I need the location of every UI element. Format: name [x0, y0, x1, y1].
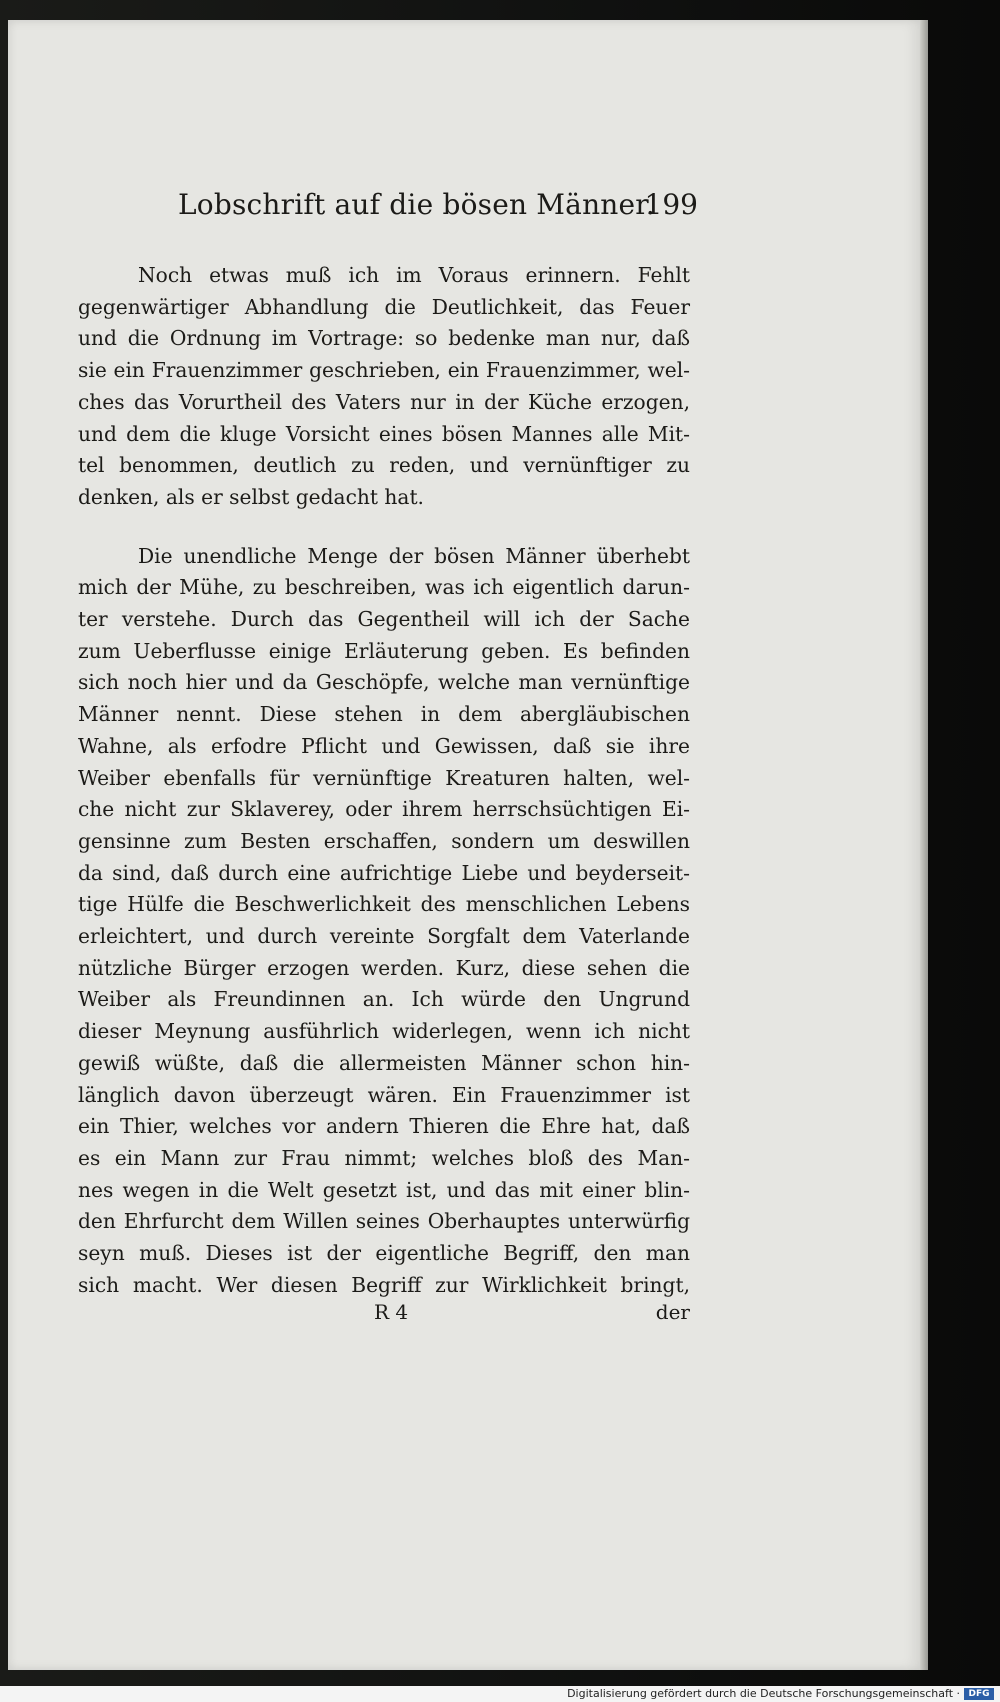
text-line: und dem die kluge Vorsicht eines bösen Mannes alle Mit- [78, 421, 690, 446]
text-line: ein Thier, welches vor andern Thieren die Ehre hat, daß [78, 1114, 690, 1139]
page-number: 199 [644, 188, 698, 221]
text-line: Weiber als Freundinnen an. Ich würde den Ungrund [78, 987, 690, 1012]
credit-bar [0, 1686, 1000, 1702]
text-line: da sind, daß durch eine aufrichtige Liebe und beyderseit- [78, 860, 690, 885]
text-line: tel benommen, deutlich zu reden, und vernünftiger zu [78, 453, 690, 478]
text-line: sie ein Frauenzimmer geschrieben, ein Frauenzimmer, wel- [78, 358, 690, 383]
catchword: der [655, 1300, 690, 1324]
funding-credit: Digitalisierung gefördert durch die Deutsche Forschungsgemeinschaft · [567, 1687, 960, 1700]
text-line: ter verstehe. Durch das Gegentheil will ich der Sache [78, 607, 690, 632]
text-line: den Ehrfurcht dem Willen seines Oberhauptes unterwürfig [78, 1209, 690, 1234]
text-line: zum Ueberflusse einige Erläuterung geben. Es befinden [78, 638, 690, 663]
text-line: che nicht zur Sklaverey, oder ihrem herrschsüchtigen Ei- [78, 797, 690, 822]
text-line: nützliche Bürger erzogen werden. Kurz, diese sehen die [78, 955, 690, 980]
text-line: mich der Mühe, zu beschreiben, was ich eigentlich darun- [78, 575, 690, 600]
text-line: Männer nennt. Diese stehen in dem abergläubischen [78, 702, 690, 727]
text-line: es ein Mann zur Frau nimmt; welches bloß des Man- [78, 1145, 690, 1170]
paragraph-1 [78, 260, 690, 514]
dfg-logo-icon: DFG [964, 1688, 994, 1700]
body-text [78, 260, 690, 1302]
text-line: gegenwärtiger Abhandlung die Deutlichkeit, das Feuer [78, 294, 690, 319]
text-line: tige Hülfe die Beschwerlichkeit des menschlichen Lebens [78, 892, 690, 917]
page-header [178, 188, 698, 232]
book-page [8, 20, 920, 1670]
text-line: sich macht. Wer diesen Begriff zur Wirklichkeit bringt, [78, 1272, 690, 1297]
text-line: dieser Meynung ausführlich widerlegen, wenn ich nicht [78, 1019, 690, 1044]
text-line: gewiß wüßte, daß die allermeisten Männer schon hin- [78, 1050, 690, 1075]
signature-mark: R 4 [374, 1300, 409, 1324]
text-line: denken, als er selbst gedacht hat. [78, 484, 424, 509]
running-head: Lobschrift auf die bösen Männer. [178, 188, 655, 221]
text-line: Noch etwas muß ich im Voraus erinnern. Fehlt [138, 263, 690, 287]
page-footer [78, 1300, 690, 1332]
text-line: erleichtert, und durch vereinte Sorgfalt dem Vaterlande [78, 924, 690, 949]
text-line: sich noch hier und da Geschöpfe, welche man vernünftige [78, 670, 690, 695]
text-line: nes wegen in die Welt gesetzt ist, und das mit einer blin- [78, 1177, 690, 1202]
text-line: ches das Vorurtheil des Vaters nur in der Küche erzogen, [78, 389, 690, 414]
paragraph-2 [78, 541, 690, 1302]
text-line: länglich davon überzeugt wären. Ein Frauenzimmer ist [78, 1082, 690, 1107]
text-line: Wahne, als erfodre Pflicht und Gewissen, daß sie ihre [78, 733, 690, 758]
page-edge [920, 20, 928, 1670]
text-line: gensinne zum Besten erschaffen, sondern um deswillen [78, 828, 690, 853]
text-line: seyn muß. Dieses ist der eigentliche Begriff, den man [78, 1241, 690, 1266]
text-line: Die unendliche Menge der bösen Männer überhebt [138, 543, 690, 568]
text-line: und die Ordnung im Vortrage: so bedenke man nur, daß [78, 326, 690, 351]
text-line: Weiber ebenfalls für vernünftige Kreaturen halten, wel- [78, 765, 690, 790]
